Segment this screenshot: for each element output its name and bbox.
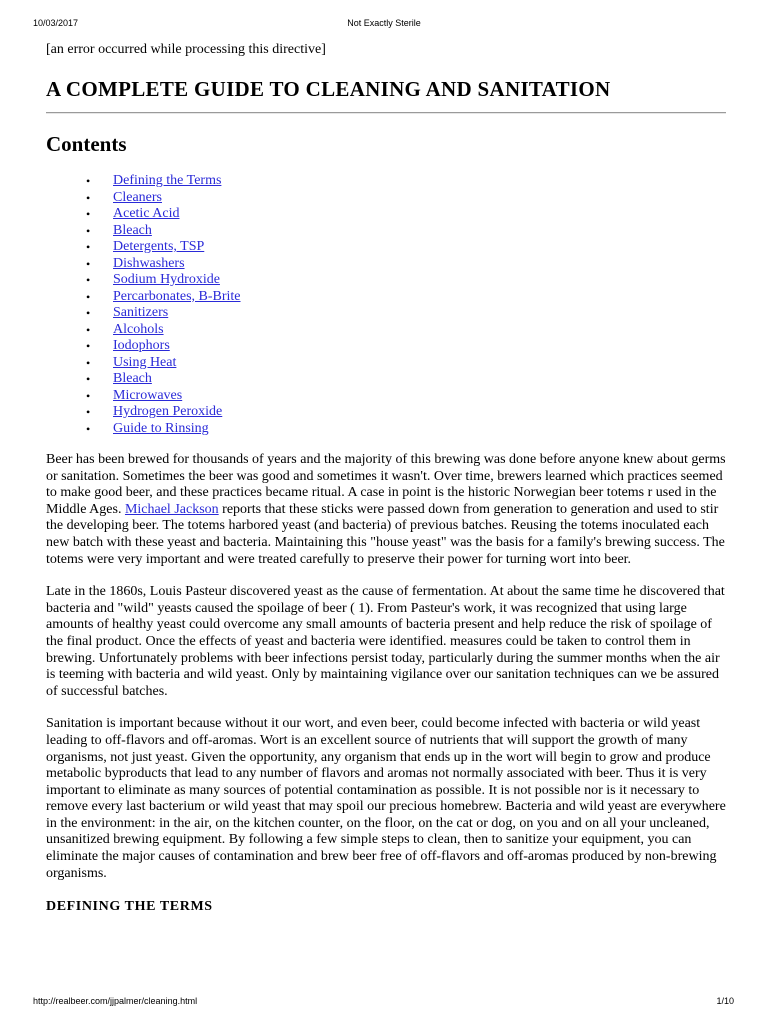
toc-item — [86, 255, 726, 273]
toc-link-alcohols[interactable]: Alcohols — [113, 321, 164, 337]
print-date: 10/03/2017 — [33, 18, 79, 28]
bullet-icon: • — [86, 174, 91, 188]
toc-link-cleaners[interactable]: Cleaners — [113, 189, 162, 205]
toc-item — [86, 420, 726, 438]
bullet-icon: • — [86, 388, 91, 403]
toc-link-sodium-hydroxide[interactable]: Sodium Hydroxide — [113, 272, 220, 287]
bullet-icon: • — [86, 421, 91, 436]
toc-link-bleach[interactable]: Bleach — [113, 222, 152, 238]
toc-item — [86, 189, 726, 207]
toc-link-defining-the-terms[interactable]: Defining the Terms — [113, 173, 222, 188]
toc-link-percarbonates[interactable]: Percarbonates, B-Brite — [113, 288, 241, 304]
paragraph-text: Beer has been brewed for thousands of years and the majority of this brewing was done before anyone knew about germs or sanitation. Sometimes the beer was good and sometimes it wasn't. Over time, brewers learned which practices seemed to make good beer, and these practices became ritual. A case in point is the historic Norwegian beer totems r used in the Middle Ages. — [46, 452, 726, 517]
toc-item — [86, 272, 726, 289]
print-url: http://realbeer.com/jjpalmer/cleaning.html — [33, 996, 198, 1006]
toc-item — [86, 404, 726, 421]
horizontal-rule — [46, 112, 726, 114]
paragraph-text: reports that these sticks were passed down from generation to generation and used to stir the developing beer. The totems harbored yeast (and bacteria) of previous batches. Reusing the totems inoculated each new batch with these yeast and bacteria. Maintaining this "house yeast" was the basis for a family's brewing success. The totems were very important and were treated carefully to preserve their power for turning wort into beer. — [46, 501, 725, 567]
paragraph-sanitation: Sanitation is important because without it our wort, and even beer, could become infected with bacteria or wild yeast leading to off-flavors and off-aromas. Wort is an excellent source of nutrients that will support the growth of many organisms, not just yeast. Given the opportunity, any organism that ends up in the wort will begin to grow and produce metabolic byproducts that lead to any number of flavors and aromas not normally associated with beer. Thus it is very important to eliminate as many sources of potential contamination as possible. It is not possible nor is it necessary to remove every last bacterium or wild yeast that may spoil our precious homebrew. Bacteria and wild yeast are everywhere in the environment: in the air, on the kitchen counter, on the floor, on the cat or dog, on you and on all your uncleaned, unsanitized brewing equipment. By following a few simple steps to clean, then to sanitize your equipment, you can eliminate the major causes of contamination and brew beer free of off-flavors and off-aromas produced by non-brewing organisms. — [46, 716, 726, 881]
print-page-number: 1/10 — [716, 996, 734, 1006]
toc-link-detergents-tsp[interactable]: Detergents, TSP — [113, 239, 205, 254]
bullet-icon: • — [86, 223, 91, 238]
toc-item — [86, 321, 726, 339]
toc-link-iodophors[interactable]: Iodophors — [113, 338, 170, 353]
toc-item — [86, 173, 726, 190]
contents-heading: Contents — [46, 132, 127, 156]
toc-link-bleach-heat[interactable]: Bleach — [113, 371, 152, 386]
bullet-icon: • — [86, 289, 91, 304]
bullet-icon: • — [86, 355, 91, 370]
paragraph-pasteur: Late in the 1860s, Louis Pasteur discovered yeast as the cause of fermentation. At about the same time he discovered that bacteria and "wild" yeasts caused the spoilage of beer ( 1). From Pasteur's work, it was recognized that using large amounts of healthy yeast could overcome any small amounts of bacteria present and help reduce the risk of spoilage of the final product. Once the effects of yeast and bacteria were identified. measures could be taken to control them in brewing. Unfortunately problems with beer infections persist today, particularly during the summer months when the air is teeming with bacteria and wild yeast. Only by maintaining vigilance over our sanitation techniques can we be assured of successful batches. — [46, 584, 725, 699]
toc-item — [86, 206, 726, 223]
toc-item — [86, 222, 726, 240]
michael-jackson-link[interactable]: Michael Jackson — [124, 501, 219, 517]
toc-item — [86, 239, 726, 256]
bullet-icon: • — [86, 207, 91, 221]
toc-item — [86, 288, 726, 306]
bullet-icon: • — [86, 322, 91, 337]
toc-link-dishwashers[interactable]: Dishwashers — [113, 255, 185, 271]
bullet-icon: • — [86, 306, 91, 320]
bullet-icon: • — [86, 273, 91, 287]
page-title: A COMPLETE GUIDE TO CLEANING AND SANITATION — [46, 77, 611, 101]
toc-link-microwaves[interactable]: Microwaves — [113, 387, 183, 403]
toc-link-hydrogen-peroxide[interactable]: Hydrogen Peroxide — [113, 404, 223, 419]
print-page-title: Not Exactly Sterile — [347, 18, 421, 28]
document-body — [46, 40, 726, 916]
toc-item — [86, 338, 726, 355]
bullet-icon: • — [86, 240, 91, 254]
toc-link-sanitizers[interactable]: Sanitizers — [113, 305, 169, 320]
toc-item — [86, 354, 726, 372]
section-heading-defining-terms: DEFINING THE TERMS — [46, 899, 213, 915]
bullet-icon: • — [86, 339, 91, 353]
toc-item — [86, 387, 726, 405]
toc-item — [86, 371, 726, 388]
bullet-icon: • — [86, 190, 91, 205]
toc-link-guide-to-rinsing[interactable]: Guide to Rinsing — [113, 420, 209, 436]
bullet-icon: • — [86, 256, 91, 271]
bullet-icon: • — [86, 405, 91, 419]
ssi-error-message: [an error occurred while processing this directive] — [46, 42, 326, 57]
paragraph-history — [46, 452, 726, 568]
bullet-icon: • — [86, 372, 91, 386]
toc-link-using-heat[interactable]: Using Heat — [113, 354, 177, 370]
toc-link-acetic-acid[interactable]: Acetic Acid — [113, 206, 180, 221]
toc-item — [86, 305, 726, 322]
table-of-contents — [46, 173, 726, 437]
